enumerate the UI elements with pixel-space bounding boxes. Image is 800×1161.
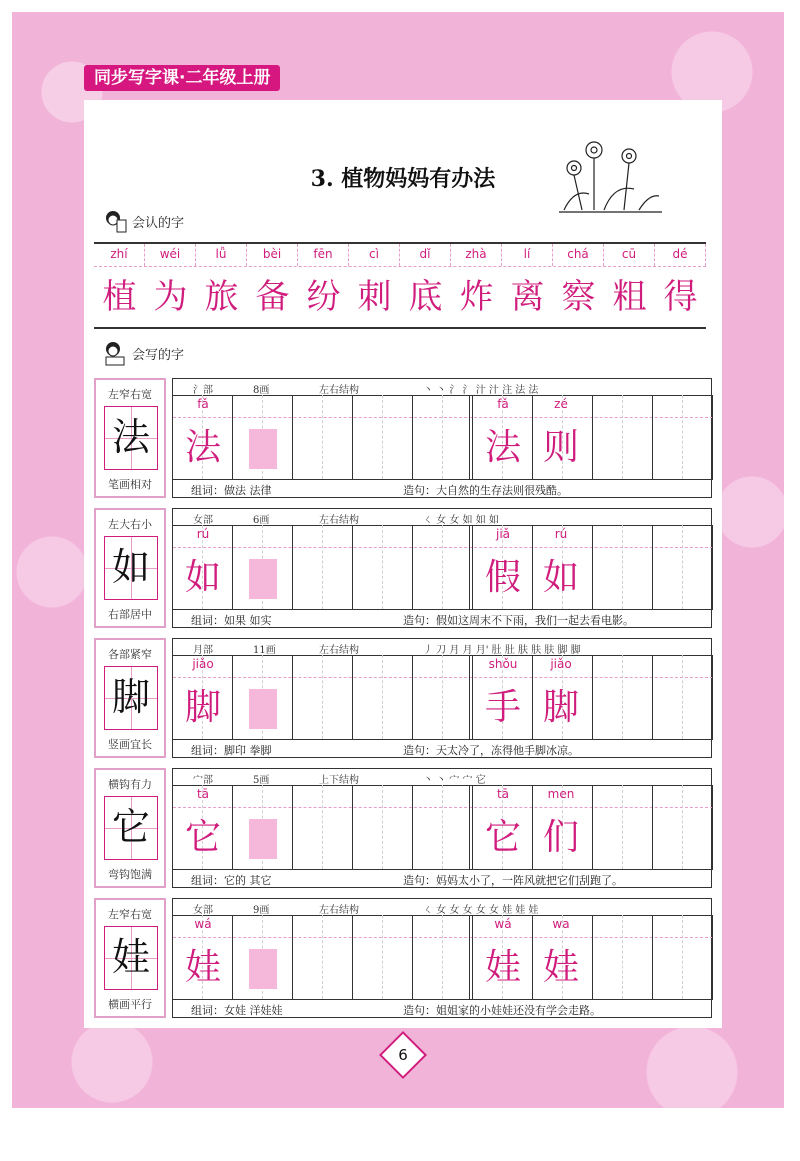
radical: 女部 (193, 515, 213, 526)
stroke-count: 8画 (253, 385, 270, 396)
trace-char: 脚 (184, 687, 221, 728)
pinyin-word-2: wa (552, 917, 570, 931)
book-title-tab: 同步写字课·二年级上册 (84, 65, 280, 91)
recognize-pinyin: bèi (247, 244, 298, 266)
tracing-shade (249, 819, 277, 859)
practice-cell[interactable] (383, 915, 413, 999)
pinyin-single: rú (196, 527, 210, 541)
recognize-pinyin: lí (502, 244, 553, 266)
practice-cell[interactable] (413, 395, 443, 479)
practice-cell[interactable] (593, 785, 623, 869)
stroke-order: 丶 丶 宀 宀 它 (423, 775, 486, 786)
practice-cell[interactable] (293, 525, 323, 609)
practice-grid (172, 638, 712, 758)
practice-cell[interactable] (593, 525, 623, 609)
word-group: 组词：脚印 拳脚 (191, 744, 272, 757)
writing-practice-row (94, 508, 712, 628)
practice-cell[interactable] (353, 525, 383, 609)
section-write-label: 会写的字 (132, 347, 185, 363)
structure-tip-bottom: 竖画宜长 (108, 738, 152, 751)
pinyin-word-2: rú (554, 527, 568, 541)
word-sentence-bar (173, 739, 713, 757)
section-recognize-header (102, 208, 184, 234)
structure-tip-bottom: 弯钩饱满 (108, 868, 152, 881)
tracing-shade (249, 949, 277, 989)
recognize-char: 察 (561, 277, 596, 317)
pinyin-word-1: fǎ (497, 397, 509, 411)
stroke-count: 9画 (253, 905, 270, 916)
structure-tip-top: 左窄右宽 (108, 908, 152, 921)
pinyin-word-2: men (547, 787, 575, 801)
sentence: 造句：妈妈太小了，一阵风就把它们刮跑了。 (403, 874, 623, 887)
structure: 左右结构 (319, 515, 359, 526)
practice-cell[interactable] (683, 395, 713, 479)
word-char-2: 们 (542, 817, 579, 858)
word-group: 组词：如果 如实 (191, 614, 272, 627)
word-char-1: 法 (484, 427, 521, 468)
structure: 左右结构 (319, 385, 359, 396)
sentence: 造句：假如这周末不下雨，我们一起去看电影。 (403, 614, 634, 627)
model-char: 娃 (104, 926, 158, 990)
recognize-pinyin: zhà (451, 244, 502, 266)
recognize-char: 得 (663, 277, 698, 317)
radical: 月部 (193, 645, 213, 656)
recognize-char: 为 (153, 277, 188, 317)
worksheet-paper (84, 100, 722, 1028)
practice-cell[interactable] (293, 915, 323, 999)
recognize-char: 刺 (357, 277, 392, 317)
grid-separator (469, 655, 473, 739)
char-info-bar (173, 769, 713, 786)
word-sentence-bar (173, 869, 713, 887)
recognize-char: 底 (408, 277, 443, 317)
radical: 氵部 (193, 385, 213, 396)
pinyin-single: fǎ (197, 397, 209, 411)
word-char-2: 则 (542, 427, 579, 468)
structure-tip-bottom: 横画平行 (108, 998, 152, 1011)
recognize-pinyin: cū (604, 244, 655, 266)
recognize-char: 备 (255, 277, 290, 317)
girl-icon (102, 208, 128, 234)
trace-char: 法 (184, 427, 221, 468)
section-recognize-label: 会认的字 (132, 215, 185, 231)
trace-char: 娃 (184, 947, 221, 988)
word-group: 组词：做法 法律 (191, 484, 272, 497)
char-model-box (94, 508, 166, 628)
practice-cell[interactable] (653, 525, 683, 609)
tracing-shade (249, 429, 277, 469)
practice-cell[interactable] (653, 655, 683, 739)
recognize-pinyin: chá (553, 244, 604, 266)
char-info-bar (173, 509, 713, 526)
practice-cell[interactable] (323, 655, 353, 739)
pinyin-single: jiǎo (192, 657, 214, 671)
recognize-char: 纷 (306, 277, 341, 317)
writing-practice-row (94, 898, 712, 1018)
pinyin-word-1: shǒu (488, 657, 518, 671)
practice-cell[interactable] (293, 655, 323, 739)
recognize-pinyin: zhí (94, 244, 145, 266)
word-char-1: 它 (484, 817, 521, 858)
section-write-header (102, 340, 184, 366)
practice-cell[interactable] (323, 525, 353, 609)
pinyin-word-1: tā (496, 787, 510, 801)
practice-cell[interactable] (683, 525, 713, 609)
recognize-pinyin: wéi (145, 244, 196, 266)
word-sentence-bar (173, 609, 713, 627)
sentence: 造句：天太冷了，冻得他手脚冰凉。 (403, 744, 579, 757)
recognize-pinyin: lǚ (196, 244, 247, 266)
practice-cell[interactable] (623, 395, 653, 479)
word-sentence-bar (173, 479, 713, 497)
trace-char: 如 (184, 557, 221, 598)
word-char-2: 如 (542, 557, 579, 598)
stroke-order: ㄑ 女 女 如 如 如 (423, 515, 499, 526)
practice-cell[interactable] (653, 395, 683, 479)
model-char: 它 (104, 796, 158, 860)
stroke-order: ㄑ 女 女 女 女 女 娃 娃 娃 (423, 905, 539, 916)
practice-cell[interactable] (623, 655, 653, 739)
practice-cell[interactable] (593, 915, 623, 999)
pinyin-single: tā (196, 787, 210, 801)
practice-cell[interactable] (293, 395, 323, 479)
char-model-box (94, 378, 166, 498)
lesson-title: 3. 植物妈妈有办法 (310, 166, 496, 192)
model-char: 法 (104, 406, 158, 470)
practice-grid (172, 508, 712, 628)
grid-separator (469, 395, 473, 479)
structure-tip-top: 左大右小 (108, 518, 152, 531)
char-info-bar (173, 379, 713, 396)
tracing-shade (249, 559, 277, 599)
structure-tip-bottom: 右部居中 (108, 608, 152, 621)
practice-cell[interactable] (353, 395, 383, 479)
practice-cell[interactable] (653, 785, 683, 869)
practice-cell[interactable] (383, 395, 413, 479)
practice-grid (172, 898, 712, 1018)
sentence: 造句：姐姐家的小娃娃还没有学会走路。 (403, 1004, 601, 1017)
recognize-pinyin: dé (655, 244, 706, 266)
word-sentence-bar (173, 999, 713, 1017)
recognize-char: 炸 (459, 277, 494, 317)
structure: 上下结构 (319, 775, 359, 786)
practice-cell[interactable] (353, 655, 383, 739)
pinyin-word-1: jiǎ (495, 527, 511, 541)
practice-cell[interactable] (683, 785, 713, 869)
recognize-pinyin-row (94, 242, 706, 267)
practice-cell[interactable] (353, 785, 383, 869)
grid-separator (469, 525, 473, 609)
trace-char: 它 (184, 817, 221, 858)
practice-cell[interactable] (623, 785, 653, 869)
model-char: 脚 (104, 666, 158, 730)
practice-cell[interactable] (323, 395, 353, 479)
page-number: 6 (398, 1046, 408, 1064)
word-char-1: 手 (484, 687, 521, 728)
char-model-box (94, 898, 166, 1018)
word-char-2: 娃 (542, 947, 579, 988)
stroke-count: 6画 (253, 515, 270, 526)
pinyin-word-1: wá (494, 917, 512, 931)
practice-grid (172, 768, 712, 888)
practice-cell[interactable] (623, 525, 653, 609)
practice-cell[interactable] (623, 915, 653, 999)
structure-tip-top: 左窄右宽 (108, 388, 152, 401)
practice-cell[interactable] (653, 915, 683, 999)
practice-grid (172, 378, 712, 498)
sentence: 造句：大自然的生存法则很残酷。 (403, 484, 568, 497)
practice-cell[interactable] (353, 915, 383, 999)
word-group: 组词：它的 其它 (191, 874, 272, 887)
flower-illustration (554, 134, 664, 214)
recognize-char: 植 (102, 277, 137, 317)
practice-cell[interactable] (593, 655, 623, 739)
pinyin-word-2: zé (554, 397, 568, 411)
grid-separator (469, 785, 473, 869)
writing-practice-row (94, 638, 712, 758)
recognize-char: 旅 (204, 277, 239, 317)
stroke-order: 丿 刀 月 月 月' 肚 肚 肤 肤 肤 脚 脚 (423, 645, 581, 656)
recognize-table (94, 242, 706, 326)
model-char: 如 (104, 536, 158, 600)
radical: 女部 (193, 905, 213, 916)
practice-cell[interactable] (593, 395, 623, 479)
recognize-pinyin: cì (349, 244, 400, 266)
recognize-pinyin: dǐ (400, 244, 451, 266)
char-info-bar (173, 639, 713, 656)
practice-cell[interactable] (323, 785, 353, 869)
practice-cell[interactable] (293, 785, 323, 869)
pinyin-single: wá (194, 917, 212, 931)
recognize-pinyin: fēn (298, 244, 349, 266)
practice-cell[interactable] (323, 915, 353, 999)
recognize-char: 离 (510, 277, 545, 317)
practice-cell[interactable] (413, 785, 443, 869)
structure-tip-bottom: 笔画相对 (108, 478, 152, 491)
stroke-count: 11画 (253, 645, 276, 656)
stroke-count: 5画 (253, 775, 270, 786)
writing-practice-row (94, 768, 712, 888)
recognize-char: 粗 (612, 277, 647, 317)
writing-practice-row (94, 378, 712, 498)
practice-cell[interactable] (413, 915, 443, 999)
practice-cell[interactable] (413, 655, 443, 739)
practice-cell[interactable] (683, 915, 713, 999)
structure: 左右结构 (319, 645, 359, 656)
practice-cell[interactable] (383, 655, 413, 739)
structure: 左右结构 (319, 905, 359, 916)
char-model-box (94, 768, 166, 888)
char-model-box (94, 638, 166, 758)
grid-separator (469, 915, 473, 999)
stroke-order: 丶 丶 氵 氵 汁 汁 注 法 法 (423, 385, 539, 396)
word-group: 组词：女娃 洋娃娃 (191, 1004, 283, 1017)
char-info-bar (173, 899, 713, 916)
practice-cell[interactable] (683, 655, 713, 739)
practice-cell[interactable] (413, 525, 443, 609)
radical: 宀部 (193, 775, 213, 786)
word-char-1: 娃 (484, 947, 521, 988)
word-char-1: 假 (484, 557, 521, 598)
recognize-char-row (94, 267, 706, 329)
practice-cell[interactable] (383, 525, 413, 609)
pinyin-word-2: jiǎo (550, 657, 572, 671)
structure-tip-top: 横钩有力 (108, 778, 152, 791)
tracing-shade (249, 689, 277, 729)
girl-writing-icon (102, 340, 128, 366)
practice-cell[interactable] (383, 785, 413, 869)
structure-tip-top: 各部紧窄 (108, 648, 152, 661)
word-char-2: 脚 (542, 687, 579, 728)
